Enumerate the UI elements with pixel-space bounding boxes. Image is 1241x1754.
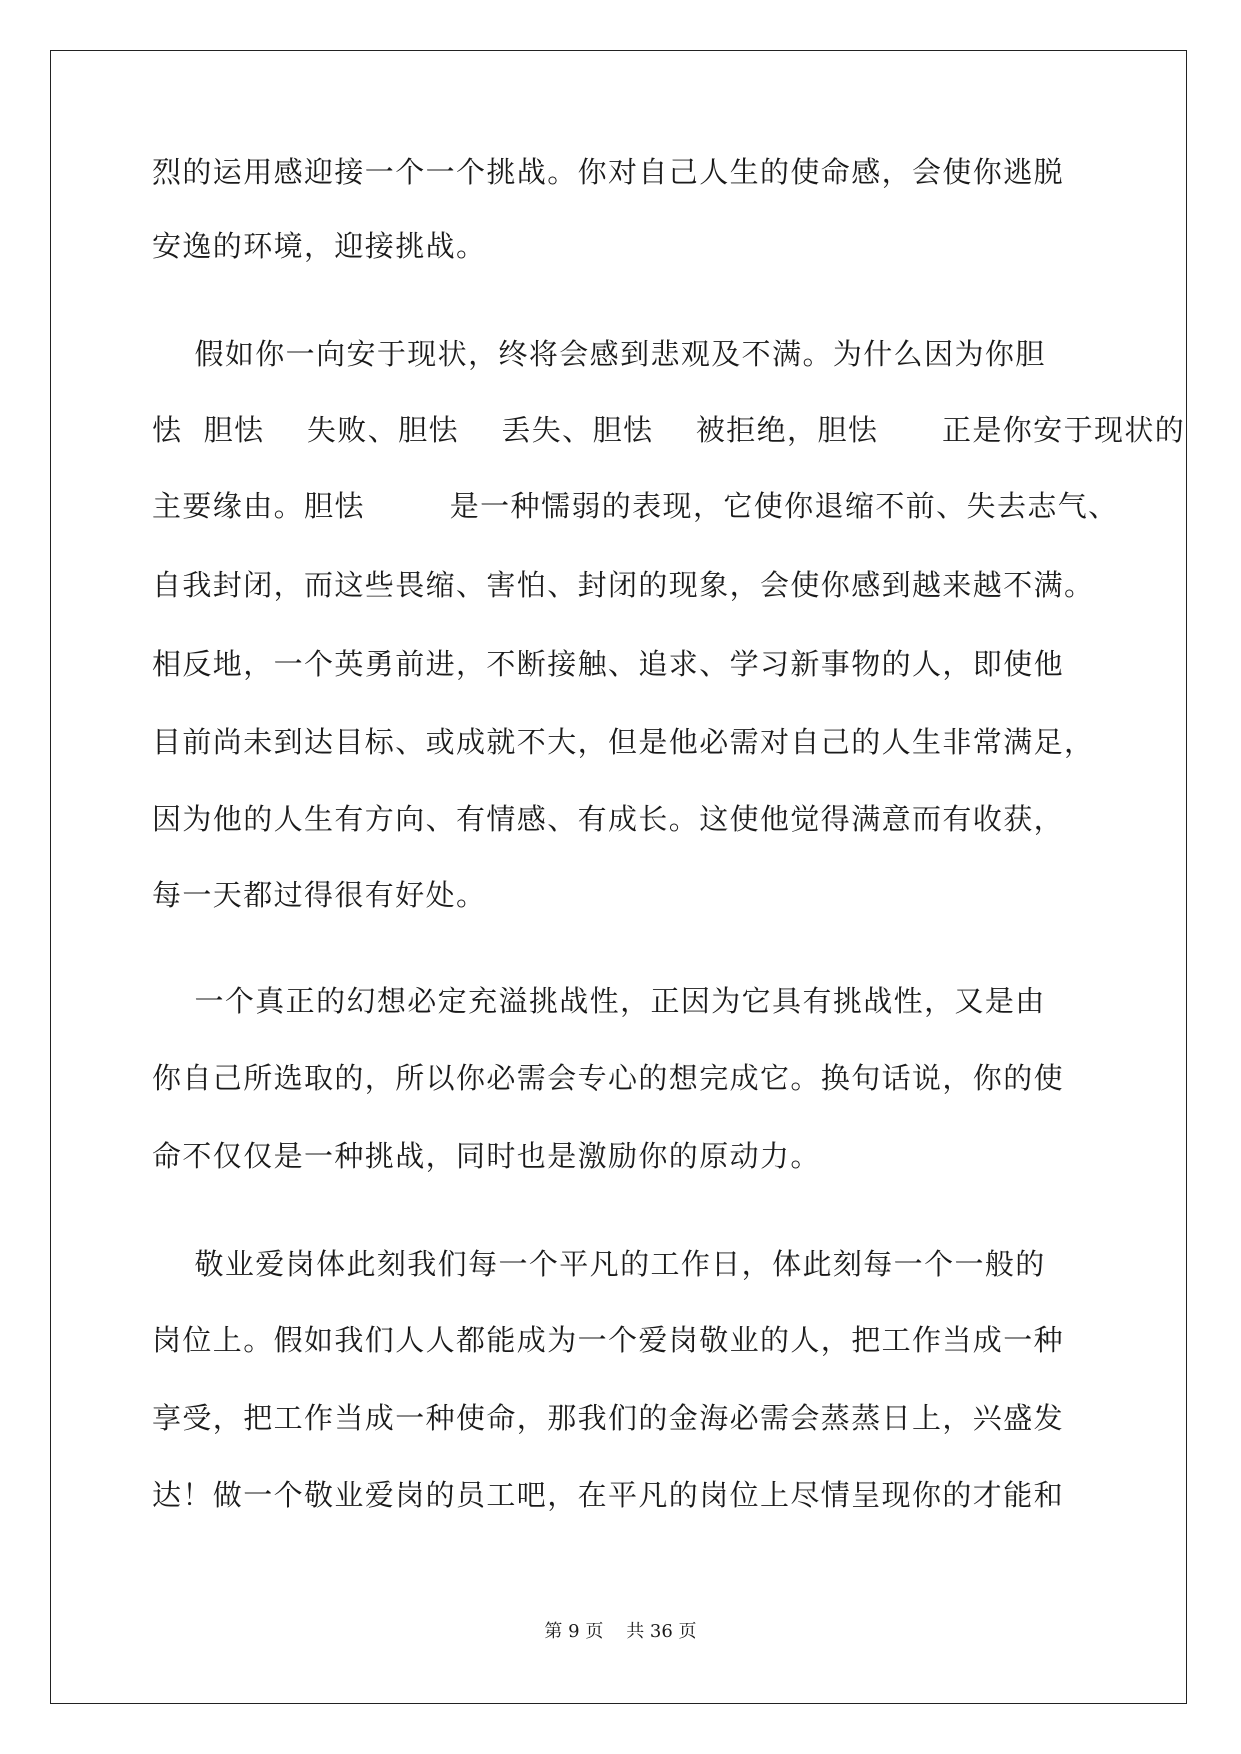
- text-line: 岗位上。假如我们人人都能成为一个爱岗敬业的人，把工作当成一种: [152, 1323, 1065, 1357]
- text-line: 一个真正的幻想必定充溢挑战性，正因为它具有挑战性，又是由: [152, 984, 1046, 1018]
- text-line: 主要缘由。胆怯 是一种懦弱的表现，它使你退缩不前、失去志气、: [152, 489, 1119, 523]
- text-line: 你自己所选取的，所以你必需会专心的想完成它。换句话说，你的使: [152, 1061, 1065, 1095]
- text-line: 达！做一个敬业爱岗的员工吧，在平凡的岗位上尽情呈现你的才能和: [152, 1478, 1065, 1512]
- text-line: 每一天都过得很有好处。: [152, 878, 487, 912]
- text-line: 烈的运用感迎接一个一个挑战。你对自己人生的使命感，会使你逃脱: [152, 155, 1065, 189]
- text-line: 安逸的环境，迎接挑战。: [152, 229, 487, 263]
- text-line: 享受，把工作当成一种使命，那我们的金海必需会蒸蒸日上，兴盛发: [152, 1401, 1065, 1435]
- text-line: 相反地，一个英勇前进，不断接触、追求、学习新事物的人，即使他: [152, 647, 1065, 681]
- text-line: 命不仅仅是一种挑战，同时也是激励你的原动力。: [152, 1139, 821, 1173]
- text-line: 因为他的人生有方向、有情感、有成长。这使他觉得满意而有收获，: [152, 802, 1065, 836]
- text-line: 敬业爱岗体此刻我们每一个平凡的工作日，体此刻每一个一般的: [152, 1247, 1046, 1281]
- page-number-footer: 第 9 页 共 36 页: [544, 1621, 697, 1642]
- text-line: 假如你一向安于现状，终将会感到悲观及不满。为什么因为你胆: [152, 337, 1046, 371]
- text-line: 自我封闭，而这些畏缩、害怕、封闭的现象，会使你感到越来越不满。: [152, 568, 1095, 602]
- text-line: 怯 胆怯 失败、胆怯 丢失、胆怯 被拒绝，胆怯 正是你安于现状的: [152, 413, 1186, 447]
- text-line: 目前尚未到达目标、或成就不大，但是他必需对自己的人生非常满足，: [152, 725, 1095, 759]
